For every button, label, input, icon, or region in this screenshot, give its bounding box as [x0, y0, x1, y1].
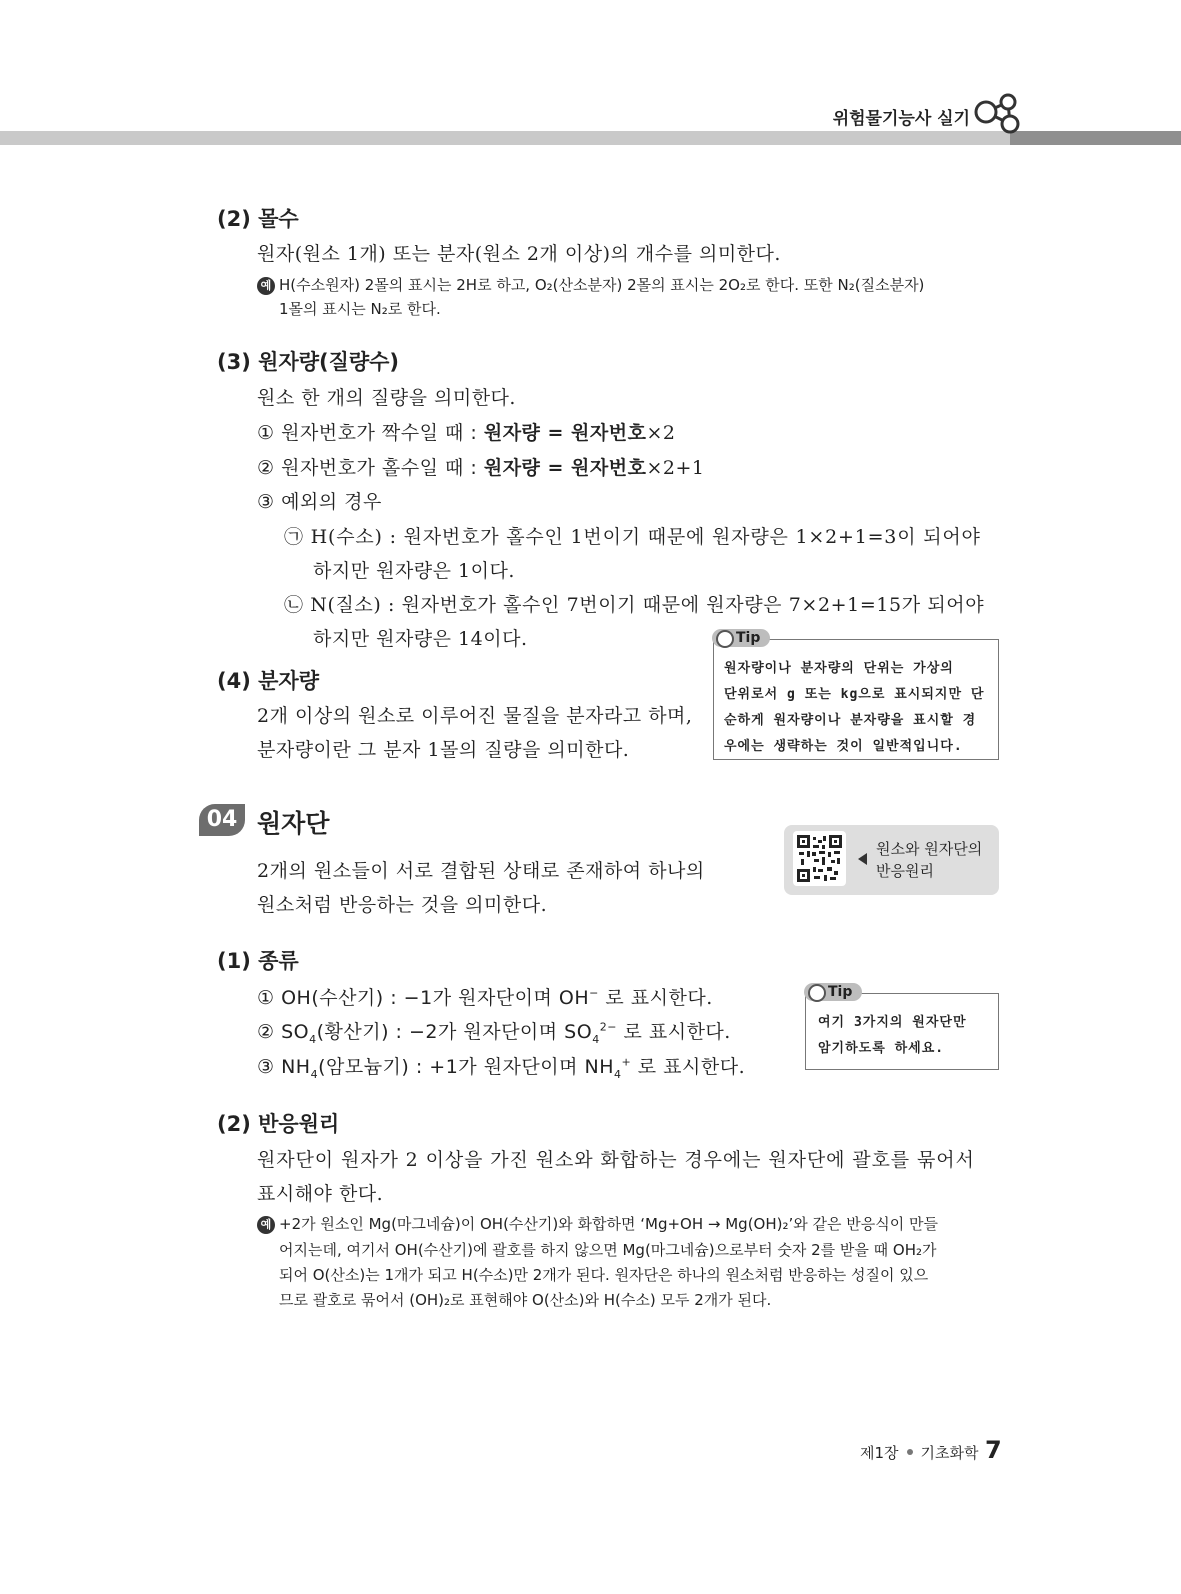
heading-mole: (2) 몰수 — [217, 207, 299, 231]
atomic-exceptions: ③ 예외의 경우 — [257, 491, 382, 513]
rule-even-post: ×2 — [646, 422, 676, 444]
ammonium-tail: 로 표시한다. — [631, 1056, 746, 1078]
ammonium-text-b: (암모늄기) : +1가 원자단이며 NH — [318, 1056, 615, 1078]
reaction-example-line3: 되어 O(산소)는 1개가 되고 H(수소)만 2개가 된다. 원자단은 하나의 원소처럼 반응하는 성질이 있으 — [279, 1266, 929, 1284]
exception-nitrogen-line1: ㉡ N(질소) : 원자번호가 홀수인 7번이기 때문에 원자량은 7×2+1=15가 되어야 — [284, 594, 985, 616]
molecular-mass-line1: 2개 이상의 원소로 이루어진 물질을 분자라고 하며, — [257, 705, 693, 727]
atomic-rule-odd — [257, 453, 705, 480]
qr-label-line1: 원소와 원자단의 — [876, 840, 983, 858]
tip-memorize-line: 암기하도록 하세요. — [818, 1041, 945, 1056]
rule-odd-pre: 원자번호가 홀수일 때 : — [281, 457, 484, 479]
page-number: 7 — [985, 1436, 1002, 1464]
example-icon: 예 — [257, 1216, 275, 1234]
qr-link-label[interactable] — [876, 838, 982, 882]
mole-definition: 원자(원소 1개) 또는 분자(원소 2개 이상)의 개수를 의미한다. — [257, 243, 781, 265]
molecule-icon — [972, 90, 1024, 138]
example-icon: 예 — [257, 277, 275, 295]
rule-odd-num: ② — [257, 457, 275, 479]
lightbulb-icon — [808, 984, 826, 1002]
ammonium-charge: + — [621, 1055, 632, 1069]
heading-molecular-mass: (4) 분자량 — [217, 669, 319, 693]
reaction-example-line2: 어지는데, 여기서 OH(수산기)에 괄호를 하지 않으면 Mg(마그네슘)으로부터 숫자 2를 받을 때 OH₂가 — [279, 1241, 937, 1259]
atomic-mass-definition: 원소 한 개의 질량을 의미한다. — [257, 387, 516, 409]
reaction-example-line4: 므로 괄호로 묶어서 (OH)₂로 표현해야 O(산소)와 H(수소) 모두 2개가 된다. — [279, 1291, 772, 1309]
reaction-principle-line2: 표시해야 한다. — [257, 1183, 384, 1205]
radical-sulfate — [257, 1017, 731, 1046]
sulfate-sub2: 4 — [592, 1032, 600, 1046]
rule-odd-formula: 원자량 = 원자번호 — [483, 457, 647, 479]
mole-example-line2: 1몰의 표시는 N₂로 한다. — [279, 300, 441, 318]
tip-units-line: 단위로서 g 또는 kg으로 표시되지만 단 — [724, 687, 985, 702]
radical-definition-line2: 원소처럼 반응하는 것을 의미한다. — [257, 894, 548, 916]
reaction-example-line1 — [257, 1213, 938, 1234]
sulfate-sub: 4 — [309, 1032, 317, 1046]
ammonium-sub2: 4 — [614, 1067, 622, 1081]
subject-label: 기초화학 — [920, 1444, 979, 1462]
exception-hydrogen-line1: ㉠ H(수소) : 원자번호가 홀수인 1번이기 때문에 원자량은 1×2+1=3이 되어야 — [284, 526, 981, 548]
radical-definition-line1: 2개의 원소들이 서로 결합된 상태로 존재하여 하나의 — [257, 860, 705, 882]
arrow-left-icon — [858, 853, 867, 865]
book-title: 위험물기능사 실기 — [832, 109, 970, 129]
tip-label: Tip — [804, 983, 862, 1001]
mole-example-text1: H(수소원자) 2몰의 표시는 2H로 하고, O₂(산소분자) 2몰의 표시는 2O₂로 한다. 또한 N₂(질소분자) — [279, 276, 925, 294]
atomic-rule-even — [257, 418, 676, 445]
ammonium-sub: 4 — [310, 1067, 319, 1081]
exception-hydrogen-line2: 하지만 원자량은 1이다. — [313, 560, 515, 582]
rule-even-pre: 원자번호가 짝수일 때 : — [281, 422, 484, 444]
tip-memorize-line: 여기 3가지의 원자단만 — [818, 1015, 967, 1030]
tip-units-line: 우에는 생략하는 것이 일반적입니다. — [724, 739, 963, 754]
sulfate-tail: 로 표시한다. — [616, 1021, 731, 1043]
mole-example-line1 — [257, 274, 924, 295]
footer-chapter — [860, 1442, 979, 1463]
reaction-example-text1: +2가 원소인 Mg(마그네슘)이 OH(수산기)와 화합하면 ‘Mg+OH → Mg(OH)₂’와 같은 반응식이 만들 — [279, 1215, 938, 1233]
hydroxyl-charge: − — [589, 986, 599, 1000]
sulfate-charge: 2− — [599, 1020, 617, 1034]
sulfate-text-b: (황산기) : −2가 원자단이며 SO — [316, 1021, 593, 1043]
header-bar-accent — [1010, 131, 1181, 145]
section-title: 원자단 — [257, 809, 330, 838]
reaction-principle-line1: 원자단이 원자가 2 이상을 가진 원소와 화합하는 경우에는 원자단에 괄호를 묶어서 — [257, 1149, 975, 1171]
molecular-mass-line2: 분자량이란 그 분자 1몰의 질량을 의미한다. — [257, 739, 630, 761]
rule-even-num: ① — [257, 422, 275, 444]
chapter-label: 제1장 — [860, 1444, 899, 1462]
heading-atomic-mass: (3) 원자량(질량수) — [217, 350, 400, 374]
radical-ammonium — [257, 1052, 745, 1081]
tip-memorize-text — [818, 1010, 967, 1062]
separator-dot — [907, 1449, 913, 1455]
lightbulb-icon — [716, 630, 734, 648]
hydroxyl-tail: 로 표시한다. — [598, 987, 713, 1009]
tip-units-line: 원자량이나 분자량의 단위는 가상의 — [724, 661, 954, 676]
rule-odd-post: ×2+1 — [646, 457, 705, 479]
heading-kinds: (1) 종류 — [217, 949, 299, 973]
tip-units-line: 순하게 원자량이나 분자량을 표시할 경 — [724, 713, 977, 728]
exception-nitrogen-line2: 하지만 원자량은 14이다. — [313, 628, 528, 650]
rule-even-formula: 원자량 = 원자번호 — [483, 422, 647, 444]
qr-code-icon[interactable] — [797, 835, 842, 882]
sulfate-text-a: ② SO — [257, 1021, 310, 1043]
tip-label: Tip — [712, 629, 770, 647]
radical-hydroxyl — [257, 983, 713, 1010]
heading-reaction-principle: (2) 반응원리 — [217, 1112, 340, 1136]
ammonium-text-a: ③ NH — [257, 1056, 311, 1078]
tip-units-text — [724, 656, 984, 760]
section-number-badge: 04 — [199, 804, 245, 836]
qr-label-line2: 반응원리 — [876, 862, 934, 880]
hydroxyl-text: ① OH(수산기) : −1가 원자단이며 OH — [257, 987, 590, 1009]
